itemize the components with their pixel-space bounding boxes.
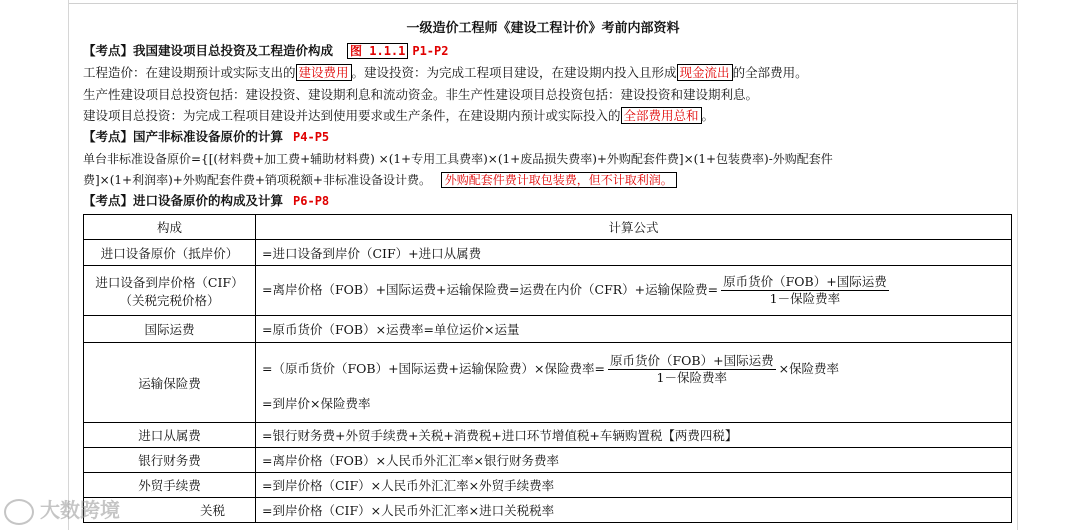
text-span: 。建设投资：为完成工程项目建设，在建设期内投入且形成 — [351, 65, 677, 80]
table-row — [84, 343, 1012, 423]
highlight-box: 建设费用 — [296, 64, 352, 81]
section2-note: 外购配套件费计取包装费，但不计取利润。 — [441, 172, 677, 188]
fraction — [721, 274, 889, 307]
section2-formula-line2 — [83, 171, 677, 189]
text-span: 建设项目总投资：为完成工程项目建设并达到使用要求或生产条件，在建设期内预计或实际投入的 — [83, 108, 621, 123]
import-cost-table — [83, 214, 1012, 523]
formula-text: ×保险费率 — [778, 361, 840, 376]
table-header-cell: 构成 — [84, 215, 256, 240]
section2-heading — [83, 128, 329, 146]
formula-text: =（原币货价（FOB）+国际运费+运输保险费）×保险费率= — [262, 361, 605, 376]
section3-title: 进口设备原价的构成及计算 — [133, 193, 284, 208]
section1-figure-ref: 图 1.1.1 — [347, 43, 408, 59]
table-row — [84, 316, 1012, 343]
watermark — [4, 494, 120, 525]
text-span: 。 — [701, 108, 715, 123]
cell-text: 进口设备到岸价格（CIF） — [95, 274, 244, 290]
table-cell — [256, 266, 1012, 316]
table-cell: =银行财务费+外贸手续费+关税+消费税+进口环节增值税+车辆购置税【两费四税】 — [256, 423, 1012, 448]
table-cell: =原币货价（FOB）×运费率=单位运价×运量 — [256, 316, 1012, 343]
formula-line: =到岸价×保险费率 — [262, 396, 371, 411]
table-row — [84, 473, 1012, 498]
section3-heading — [83, 192, 329, 210]
section2-title: 国产非标准设备原价的计算 — [133, 129, 284, 144]
section1-heading — [83, 42, 448, 60]
section1-pages: P1-P2 — [412, 44, 449, 58]
fraction-denominator: 1－保险费率 — [656, 370, 727, 385]
table-cell: 关税 — [84, 498, 256, 523]
section3-tag: 【考点】 — [83, 193, 134, 208]
formula-text: =离岸价格（FOB）+国际运费+运输保险费=运费在内价（CFR）+运输保险费= — [262, 282, 719, 297]
table-cell: 银行财务费 — [84, 448, 256, 473]
highlight-box: 全部费用总和 — [621, 107, 702, 124]
text-span: 费]×(1+利润率)+外购配套件费+销项税额+非标准设备设计费。 — [83, 173, 431, 187]
highlight-box: 现金流出 — [677, 64, 733, 81]
section1-line1 — [83, 64, 808, 82]
table-cell: =进口设备到岸价（CIF）+进口从属费 — [256, 240, 1012, 266]
table-cell: 外贸手续费 — [84, 473, 256, 498]
fraction-numerator: 原币货价（FOB）+国际运费 — [609, 353, 774, 368]
table-row — [84, 423, 1012, 448]
cell-text: （关税完税价格） — [119, 292, 220, 308]
section1-line2: 生产性建设项目总投资包括：建设投资、建设期利息和流动资金。非生产性建设项目总投资包括：建设投资和建设期利息。 — [83, 87, 759, 102]
table-row — [84, 266, 1012, 316]
section2-formula-line1: 单台非标准设备原价={[(材料费+加工费+辅助材料费) ×(1+专用工具费率)×(1+废品损失费率)+外购配套件费]×(1+包装费率)-外购配套件 — [83, 152, 833, 166]
table-cell: =到岸价格（CIF）×人民币外汇汇率×进口关税税率 — [256, 498, 1012, 523]
text-span: 工程造价：在建设期预计或实际支出的 — [83, 65, 296, 80]
table-cell: 运输保险费 — [84, 343, 256, 423]
table-cell: 进口设备原价（抵岸价） — [84, 240, 256, 266]
fraction — [608, 353, 776, 386]
table-row — [84, 498, 1012, 523]
section2-pages: P4-P5 — [293, 130, 330, 144]
table-row — [84, 240, 1012, 266]
watermark-logo-icon — [4, 499, 34, 525]
fraction-denominator: 1－保险费率 — [769, 291, 841, 306]
table-header-row — [84, 215, 1012, 240]
table-row — [84, 448, 1012, 473]
table-cell: =离岸价格（FOB）×人民币外汇汇率×银行财务费率 — [256, 448, 1012, 473]
page-top-rule — [69, 3, 1017, 4]
watermark-text: 大数跨境 — [40, 498, 120, 522]
table-cell: 国际运费 — [84, 316, 256, 343]
section2-tag: 【考点】 — [83, 129, 134, 144]
section1-line3 — [83, 107, 714, 125]
document-title: 一级造价工程师《建设工程计价》考前内部资料 — [406, 21, 680, 36]
table-cell — [84, 266, 256, 316]
section3-pages: P6-P8 — [293, 194, 330, 208]
table-cell: 进口从属费 — [84, 423, 256, 448]
section1-tag: 【考点】 — [83, 43, 134, 58]
document-page — [68, 0, 1018, 530]
table-cell: =到岸价格（CIF）×人民币外汇汇率×外贸手续费率 — [256, 473, 1012, 498]
table-cell — [256, 343, 1012, 423]
table-header-cell: 计算公式 — [256, 215, 1012, 240]
text-span: 的全部费用。 — [732, 65, 808, 80]
section1-title: 我国建设项目总投资及工程造价构成 — [133, 43, 334, 58]
fraction-numerator: 原币货价（FOB）+国际运费 — [723, 274, 887, 289]
formula-line — [262, 353, 1005, 386]
